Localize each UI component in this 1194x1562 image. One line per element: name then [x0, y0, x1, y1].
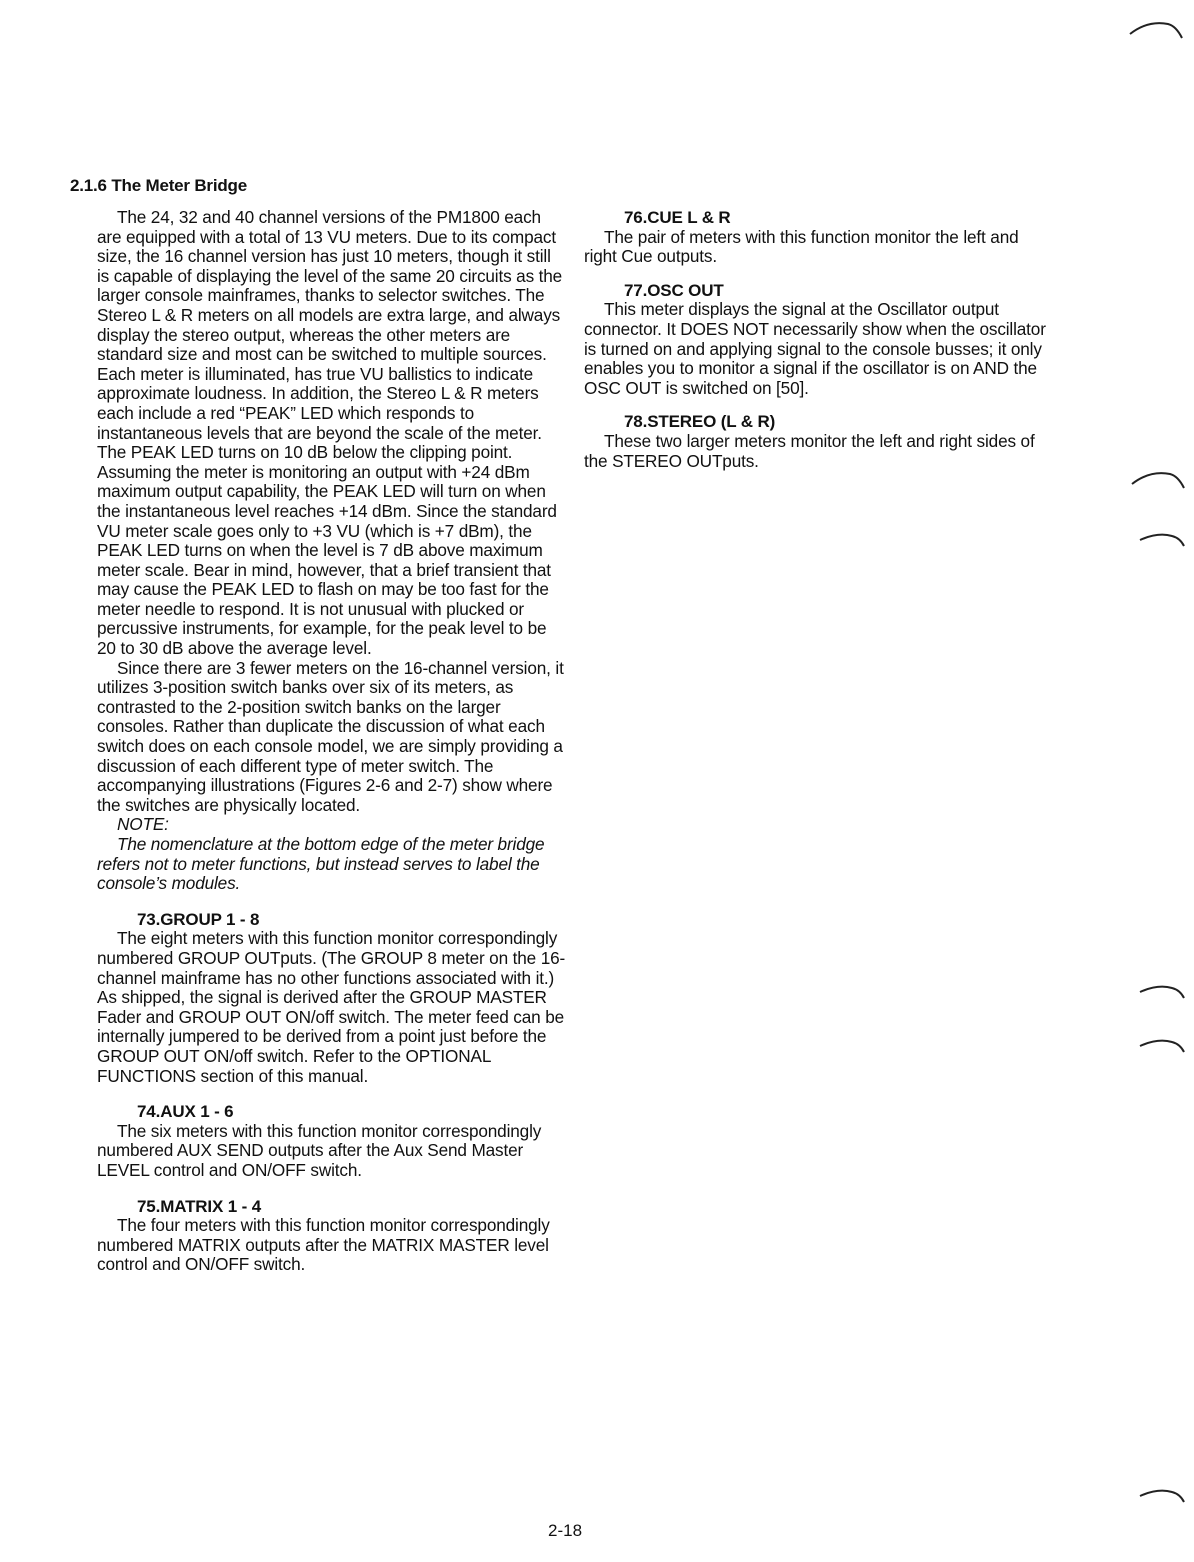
item-number: 76.: [624, 208, 648, 227]
section-heading: 2.1.6 The Meter Bridge: [70, 176, 247, 195]
item-body: These two larger meters monitor the left and right sides of the STEREO OUTputs.: [584, 430, 1035, 471]
item-number: 73.: [137, 909, 161, 929]
item-body: The four meters with this function monitor correspondingly numbered MATRIX outputs after the MATRIX MASTER level control and ON/OFF switch.: [97, 1215, 550, 1275]
left-column: [97, 208, 567, 1275]
item-body: The eight meters with this function monitor correspondingly numbered GROUP OUTputs. (The GROUP 8 meter on the 16-channel mainframe has no other functions associated with it.) As shipped, the signal is derived after the GROUP MASTER Fader and GROUP OUT ON/off switch. The meter feed can be internally jumpered to be derived from a point just before the GROUP OUT ON/off switch. Refer to the OPTIONAL FUNCTIONS section of this manual.: [97, 928, 566, 1086]
binding-mark-icon: [1138, 530, 1186, 550]
item-title: [97, 1102, 567, 1122]
note-text: The nomenclature at the bottom edge of the meter bridge refers not to meter functions, but instead serves to label the console’s modules.: [97, 834, 545, 894]
item-title: [584, 208, 1054, 228]
item-title-text: OSC OUT: [647, 280, 724, 300]
page-number: 2-18: [548, 1521, 583, 1540]
item-75: [97, 1197, 567, 1275]
intro-paragraph: The 24, 32 and 40 channel versions of the PM1800 each are equipped with a total of 13 VU meters. Due to its compact size, the 16 channel version has just 10 meters, though it still is capable of displaying the level of the same 20 circuits as the larger console mainframes, thanks to selector switches. The Stereo L & R meters on all models are extra large, and always display the stereo output, whereas the other meters are standard size and most can be switched to multiple sources. Each meter is illuminated, has true VU ballistics to indicate approximate loudness. In addition, the Stereo L & R meters each include a red “PEAK” LED which responds to instantaneous levels that are beyond the scale of the meter. The PEAK LED turns on 10 dB below the clipping point. Assuming the meter is monitoring an output with +24 dBm maximum output capability, the PEAK LED will turn on when the instantaneous level reaches +14 dBm. Since the standard VU meter scale goes only to +3 VU (which is +7 dBm), the PEAK LED turns on when the level is 7 dB above maximum meter scale. Bear in mind, however, that a brief transient that may cause the PEAK LED to flash on may be too fast for the meter needle to respond. It is not unusual with plucked or percussive instruments, for example, for the peak level to be 20 to 30 dB above the average level.: [97, 207, 563, 659]
item-title-text: STEREO (L & R): [647, 412, 776, 432]
right-column: [584, 208, 1054, 471]
item-number: 75.: [137, 1196, 161, 1216]
item-number: 78.: [624, 412, 648, 432]
binding-mark-icon: [1138, 1036, 1186, 1056]
item-74: [97, 1102, 567, 1180]
item-73: [97, 910, 567, 1086]
note-label: NOTE:: [117, 814, 169, 835]
binding-mark-icon: [1130, 468, 1186, 490]
item-title-text: CUE L & R: [647, 208, 731, 227]
item-title: [97, 910, 567, 930]
binding-mark-icon: [1138, 1486, 1186, 1506]
item-body: The pair of meters with this function monitor the left and right Cue outputs.: [584, 226, 1019, 267]
binding-mark-icon: [1138, 982, 1186, 1002]
item-body: This meter displays the signal at the Oscillator output connector. It DOES NOT necessarily show when the oscillator is turned on and applying signal to the console busses; it only enables you to monitor a signal if the oscillator is on AND the OSC OUT is switched on [50].: [584, 299, 1046, 398]
item-77: [584, 281, 1054, 399]
item-body: The six meters with this function monitor correspondingly numbered AUX SEND outputs after the Aux Send Master LEVEL control and ON/OFF switch.: [97, 1120, 542, 1180]
item-title-text: AUX 1 - 6: [160, 1102, 234, 1122]
item-number: 74.: [137, 1102, 161, 1122]
switch-paragraph: Since there are 3 fewer meters on the 16-channel version, it utilizes 3-position switch banks over six of its meters, as contrasted to the 2-position switch banks on the larger consoles. Rather than duplicate the discussion of what each switch does on each console model, we are simply providing a discussion of each different type of meter switch. The accompanying illustrations (Figures 2-6 and 2-7) show where the switches are physically located.: [97, 657, 564, 815]
item-78: [584, 412, 1054, 471]
item-76: [584, 208, 1054, 267]
item-number: 77.: [624, 280, 648, 300]
item-title-text: MATRIX 1 - 4: [160, 1196, 262, 1216]
note-block: [97, 815, 567, 893]
item-title: [97, 1197, 567, 1217]
binding-mark-icon: [1128, 18, 1184, 40]
item-title: [584, 281, 1054, 301]
item-title-text: GROUP 1 - 8: [160, 909, 260, 929]
item-title: [584, 412, 1054, 432]
